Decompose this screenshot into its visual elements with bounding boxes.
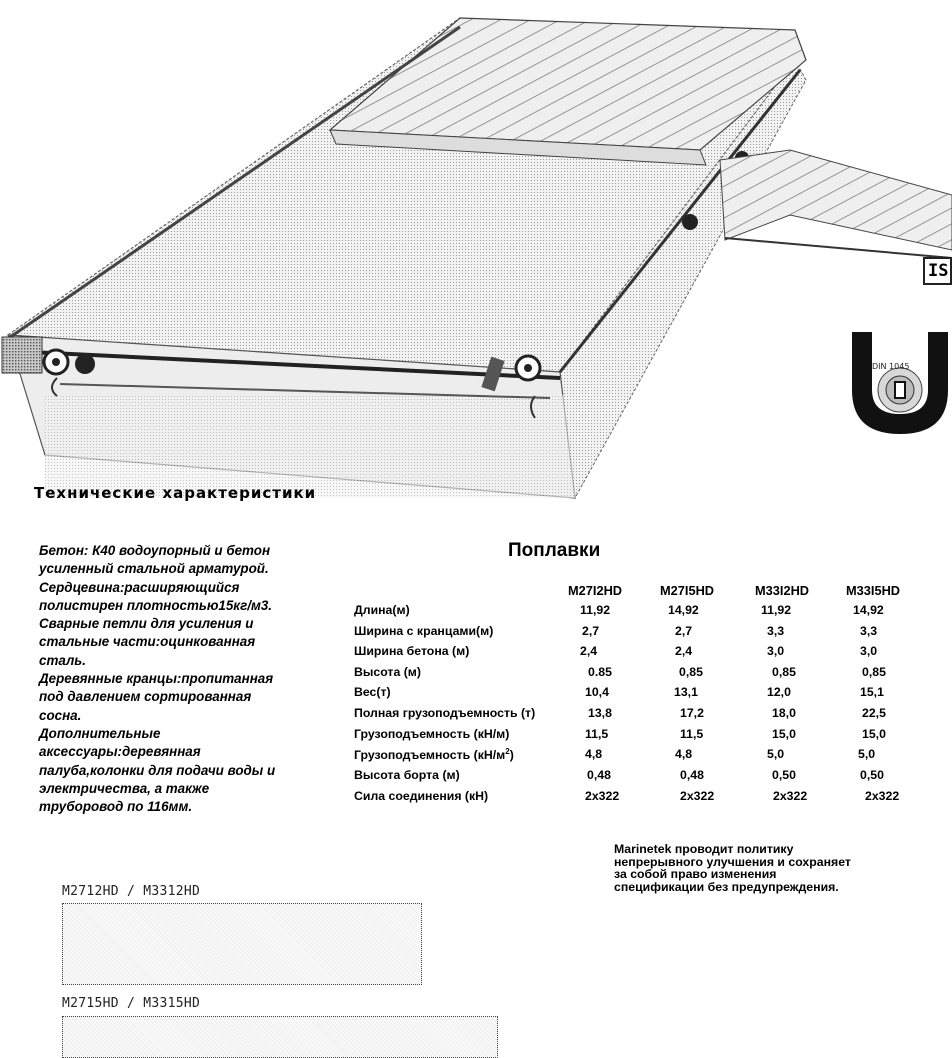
table-cell: 13,1 (674, 685, 698, 699)
table-cell: 22,5 (862, 706, 886, 720)
column-header: M33I2HD (755, 583, 810, 598)
table-title: Поплавки (508, 540, 601, 561)
table-cell: 2x322 (773, 789, 808, 803)
table-cell: 0,85 (772, 665, 796, 679)
column-header: M27I5HD (660, 583, 715, 598)
spec-line: сосна. (39, 707, 82, 723)
table-cell: 3,3 (860, 624, 878, 638)
row-label: Вес(т) (354, 685, 391, 699)
spec-line: аксессуары:деревянная (39, 744, 201, 760)
table-cell: 3,0 (767, 644, 785, 658)
spec-line: труборовод по 116мм. (39, 799, 193, 815)
row-label: Ширина бетона (м) (354, 644, 470, 658)
table-cell: 0,50 (772, 768, 796, 782)
table-cell: 3,3 (767, 624, 785, 638)
row-label-tail: ) (509, 748, 514, 763)
table-cell: 18,0 (772, 706, 796, 720)
column-header: M33I5HD (846, 583, 901, 598)
spec-line: полистирен плотностью15кг/м3. (39, 597, 273, 613)
row-label: Высота борта (м) (354, 768, 460, 782)
row-label: Длина(м) (354, 603, 410, 617)
table-cell: 11,92 (580, 603, 611, 617)
row-label: Ширина с кранцами(м) (354, 624, 494, 638)
spec-line: сталь. (39, 652, 86, 668)
table-cell: 5,0 (858, 747, 876, 761)
table-cell: 2,7 (675, 624, 693, 638)
row-label (354, 747, 514, 762)
table-cell: 0,85 (679, 665, 703, 679)
note-line: Marinetek проводит политику (614, 842, 794, 856)
plan-outline-long (62, 1016, 498, 1058)
table-cell: 12,0 (767, 685, 791, 699)
spec-line: Бетон: К40 водоупорный и бетон (39, 543, 271, 558)
row-label: Полная грузоподъемность (т) (354, 706, 536, 720)
spec-line: Деревянные кранцы:пропитанная (39, 671, 274, 687)
table-cell: 2,4 (580, 644, 598, 658)
table-cell: 11,5 (585, 727, 609, 741)
row-label: Грузоподъемность (кН/м) (354, 727, 510, 741)
row-label: Высота (м) (354, 665, 421, 679)
note-line: спецификации без предупреждения. (614, 879, 839, 894)
note-line: за собой право изменения (614, 867, 777, 882)
table-cell: 0.85 (588, 665, 612, 679)
table-cell: 15,1 (860, 685, 884, 699)
spec-line: Сердцевина:расширяющийся (39, 579, 240, 595)
table-cell: 0,48 (587, 768, 611, 782)
din-standard-label: DIN 1045 (872, 362, 910, 371)
table-cell: 0,50 (860, 768, 884, 782)
table-cell: 2x322 (680, 789, 715, 803)
spec-line: стальные части:оцинкованная (39, 634, 256, 650)
table-cell: 2,4 (675, 644, 693, 658)
table-cell: 10,4 (585, 685, 609, 699)
plan-label: M2712HD / M3312HD (62, 884, 201, 899)
plan-outline-short (62, 903, 422, 985)
table-cell: 5,0 (767, 747, 785, 761)
section-heading: Технические характеристики (34, 484, 317, 502)
table-cell: 11,5 (680, 727, 704, 741)
spec-line: Дополнительные (39, 725, 161, 741)
table-cell: 14,92 (668, 603, 699, 617)
spec-line: палуба,колонки для подачи воды и (39, 762, 276, 778)
spec-line: Сварные петли для усиления и (39, 616, 254, 632)
spec-description (39, 542, 329, 816)
din-u-shape-emblem (848, 330, 952, 438)
iso-badge-text: IS (928, 261, 949, 281)
table-cell: 14,92 (853, 603, 884, 617)
table-cell: 2x322 (585, 789, 620, 803)
plan-label: M2715HD / M3315HD (62, 996, 201, 1011)
table-cell: 0,85 (862, 665, 886, 679)
table-cell: 3,0 (860, 644, 878, 658)
table-cell: 11,92 (761, 603, 792, 617)
iso-badge (923, 257, 952, 285)
policy-note (614, 843, 944, 893)
table-cell: 2,7 (582, 624, 600, 638)
table-cell: 13,8 (588, 706, 612, 720)
table-cell: 4,8 (585, 747, 603, 761)
note-line: непрерывного улучшения и сохраняет (614, 854, 851, 869)
pontoon-illustration (0, 0, 952, 500)
spec-line: усиленный стальной арматурой. (39, 561, 269, 577)
table-cell: 4,8 (675, 747, 693, 761)
spec-line: под давлением сортированная (39, 689, 252, 705)
row-label: Сила соединения (кН) (354, 789, 489, 803)
row-label-superscript: 2 (505, 747, 510, 756)
spec-line: электричества, а также (39, 780, 210, 796)
table-cell: 17,2 (680, 706, 704, 720)
column-header: M27I2HD (568, 583, 623, 598)
table-cell: 0,48 (680, 768, 704, 782)
row-label-text: Грузоподъемность (кН/м (354, 748, 506, 763)
table-cell: 15,0 (862, 727, 886, 741)
table-cell: 15,0 (772, 727, 796, 741)
table-cell: 2x322 (865, 789, 900, 803)
